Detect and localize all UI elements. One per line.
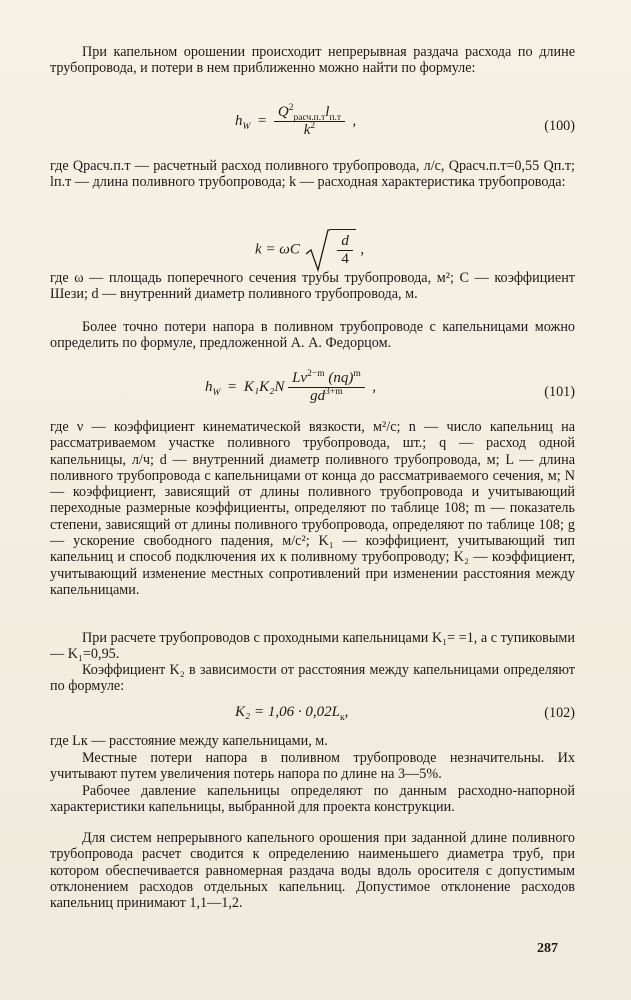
eq101-fraction: $\frac{L\nu^{2-m} (nq)^m}{gd^{3+m}}$	[288, 370, 365, 405]
eq100-lhs: h	[235, 112, 243, 129]
paragraph-3: где ω — площадь поперечного сечения трубы трубопровода, м²; C — коэффициент Шези; d — внутренний диаметр поливного трубопровода, м.	[50, 270, 575, 303]
equation-number-100: (100)	[544, 118, 575, 134]
paragraph-1: При капельном орошении происходит непрерывная раздача расхода по длине трубопровода, и потери в нем приближенно можно найти по формуле:	[50, 44, 575, 77]
paragraph-8: где Lк — расстояние между капельницами, м.	[50, 733, 328, 749]
equation-101: $h_W = K_1K_2N$ $\frac{L\nu^{2-m} (nq)^m}{gd^{3+m}}$ , (101)	[205, 369, 575, 404]
equation-102: $K_2 = 1,06 \cdot 0,02L_к$, (102)	[235, 704, 575, 723]
paragraph-4: Более точно потери напора в поливном трубопроводе с капельницами можно определить по формуле, предложенной А. А. Федорцом.	[50, 319, 575, 352]
sqrt-sign	[304, 228, 330, 272]
eqk-fraction: $\frac{d}{4}$	[337, 233, 353, 268]
paragraph-10: Рабочее давление капельницы определяют по данным расходно-напорной характеристики капельницы, выбранной для проекта конструкции.	[50, 783, 575, 816]
equation-100: $h_W$ = $\frac{Q^2_{расч.п.т}l_{п.т}}{k^2}$ , (100)	[235, 103, 575, 138]
equation-number-101: (101)	[544, 384, 575, 400]
paragraph-11: Для систем непрерывного капельного орошения при заданной длине поливного трубопровода расчет сводится к определению наименьшего диаметра труб, при котором обеспечивается равномерная раздача воды вдоль оросителя с допустимым отклонением расходов отдельных капельниц. Допустимое отклонение расходов капельниц принимают 1,1—1,2.	[50, 830, 575, 912]
paragraph-7: Коэффициент K₂ в зависимости от расстояния между капельницами определяют по формуле:	[50, 662, 575, 695]
equation-k: k = ωC $\frac{d}{4}$ ,	[50, 222, 575, 272]
radical-icon	[304, 228, 330, 272]
equation-number-102: (102)	[544, 705, 575, 721]
eq100-fraction: $\frac{Q^2_{расч.п.т}l_{п.т}}{k^2}$	[274, 104, 345, 139]
paragraph-9: Местные потери напора в поливном трубопроводе незначительны. Их учитывают путем увеличения потерь напора по длине на 3—5%.	[50, 750, 575, 783]
paragraph-2: где Qрасч.п.т — расчетный расход поливного трубопровода, л/с, Qрасч.п.т=0,55 Qп.т; lп.т — длина поливного трубопровода; k — расходная характеристика трубопровода:	[50, 158, 575, 191]
paragraph-5: где ν — коэффициент кинематической вязкости, м²/с; n — число капельниц на рассматриваемом участке поливного трубопровода, шт.; q — расход одной капельницы, л/ч; d — внутренний диаметр поливного трубопровода, м; L — длина поливного трубопровода с капельницами от конца до рассматриваемого сечения, м; N — коэффициент, зависящий от длины поливного трубопровода и учитывающий переходные размерные коэффициенты, определяют по таблице 108; m — показатель степени, зависящий от длины поливного трубопровода, определяют по таблице 108; g — ускорение свободного падения, м/с²; K₁ — коэффициент, учитывающий тип капельниц и способ подключения их к поливному трубопроводу; K₂ — коэффициент, учитывающий изменение местных сопротивлений при изменении расстояния между капельницами.	[50, 419, 575, 598]
paragraph-6: При расчете трубопроводов с проходными капельницами K₁= =1, а с тупиковыми — K₁=0,95.	[50, 630, 575, 663]
page-number: 287	[537, 941, 558, 956]
